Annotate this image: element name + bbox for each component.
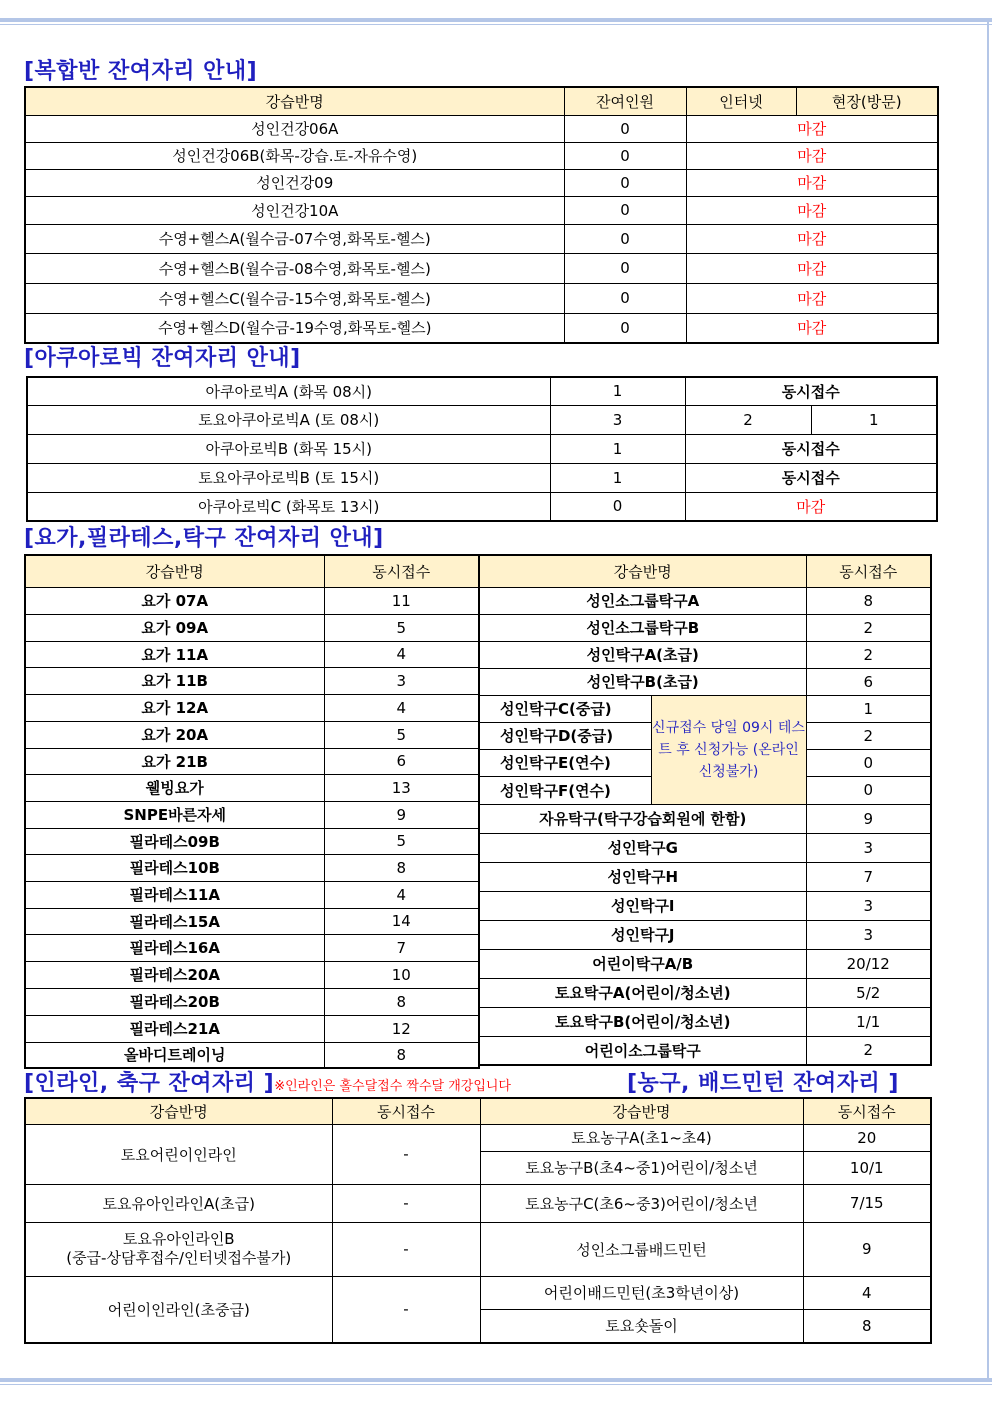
table-row bbox=[25, 988, 479, 1015]
class-name: 성인건강09 bbox=[25, 169, 564, 196]
count: 9 bbox=[324, 801, 479, 828]
count: 6 bbox=[806, 668, 931, 695]
class-name bbox=[25, 1222, 332, 1276]
table-row bbox=[479, 1036, 931, 1065]
count: 8 bbox=[324, 1042, 479, 1068]
class-name: 성인탁구B(초급) bbox=[479, 668, 806, 695]
status-closed: 마감 bbox=[686, 224, 938, 253]
count: 12 bbox=[324, 1015, 479, 1042]
class-name: 성인소그룹탁구A bbox=[479, 587, 806, 614]
table-row bbox=[479, 804, 931, 833]
table-row bbox=[479, 641, 931, 668]
remaining-count: 0 bbox=[564, 196, 686, 224]
col-header-class: 강습반명 bbox=[25, 555, 324, 587]
class-name: 토요아쿠아로빅B (토 15시) bbox=[27, 463, 550, 492]
status-simultaneous: 동시접수 bbox=[685, 377, 937, 405]
count: 5/2 bbox=[806, 978, 931, 1007]
status-closed: 마감 bbox=[686, 313, 938, 343]
count: 20/12 bbox=[806, 949, 931, 978]
remaining-count: 3 bbox=[550, 405, 685, 434]
status-simultaneous: 동시접수 bbox=[685, 434, 937, 463]
class-name: 필라테스21A bbox=[25, 1015, 324, 1042]
class-name: SNPE바른자세 bbox=[25, 801, 324, 828]
class-name: 토요유아인라인A(초급) bbox=[25, 1184, 332, 1222]
class-name: 수영+헬스C(월수금-15수영,화목토-헬스) bbox=[25, 283, 564, 313]
class-name: 어린이탁구A/B bbox=[479, 949, 806, 978]
count: 13 bbox=[324, 774, 479, 801]
class-name: 토요숏돌이 bbox=[480, 1309, 803, 1343]
count: - bbox=[332, 1276, 480, 1343]
class-name: 어린이배드민턴(초3학년이상) bbox=[480, 1276, 803, 1309]
count: - bbox=[332, 1222, 480, 1276]
table-row bbox=[479, 1007, 931, 1036]
table-row bbox=[25, 881, 479, 908]
table-row bbox=[25, 801, 479, 828]
inline-title-text: [인라인, 축구 잔여자리 ] bbox=[24, 1071, 275, 1096]
class-name: 수영+헬스A(월수금-07수영,화목토-헬스) bbox=[25, 224, 564, 253]
class-name: 성인소그룹탁구B bbox=[479, 614, 806, 641]
col-header-remaining: 잔여인원 bbox=[564, 87, 686, 115]
table-header-row bbox=[25, 87, 938, 115]
registration-note: 신규접수 당일 09시 테스트 후 신청가능 (온라인신청불가) bbox=[651, 695, 806, 804]
class-name: 성인건강10A bbox=[25, 196, 564, 224]
table-header-row bbox=[25, 555, 479, 587]
remaining-count: 0 bbox=[564, 142, 686, 169]
table-row bbox=[479, 614, 931, 641]
class-name: 필라테스15A bbox=[25, 908, 324, 934]
aquarobic-table bbox=[26, 376, 938, 522]
table-row bbox=[25, 748, 479, 774]
table-row bbox=[25, 1184, 931, 1222]
class-name: 성인탁구D(중급) bbox=[479, 722, 651, 749]
remaining-count: 0 bbox=[564, 115, 686, 142]
section-title-inline-soccer bbox=[24, 1066, 511, 1097]
count: 8 bbox=[324, 854, 479, 881]
table-row bbox=[25, 283, 938, 313]
status-closed: 마감 bbox=[686, 283, 938, 313]
class-name: 요가 11B bbox=[25, 667, 324, 694]
count: 1 bbox=[806, 695, 931, 722]
table-header-row bbox=[479, 555, 931, 587]
count: 3 bbox=[806, 920, 931, 949]
count: 8 bbox=[324, 988, 479, 1015]
count: 8 bbox=[803, 1309, 931, 1343]
col-header-class: 강습반명 bbox=[25, 1098, 332, 1124]
table-row bbox=[25, 1276, 931, 1309]
table-row bbox=[25, 667, 479, 694]
count: 2 bbox=[806, 1036, 931, 1065]
count: 2 bbox=[806, 722, 931, 749]
class-name: 필라테스16A bbox=[25, 934, 324, 961]
table-row bbox=[479, 891, 931, 920]
col-header-simultaneous: 동시접수 bbox=[324, 555, 479, 587]
count: 2 bbox=[806, 614, 931, 641]
class-name: 성인소그룹배드민턴 bbox=[480, 1222, 803, 1276]
class-name: 필라테스20B bbox=[25, 988, 324, 1015]
status-closed: 마감 bbox=[686, 196, 938, 224]
table-row bbox=[25, 1222, 931, 1276]
table-row bbox=[27, 377, 937, 405]
class-name: 필라테스09B bbox=[25, 828, 324, 854]
class-name: 토요탁구B(어린이/청소년) bbox=[479, 1007, 806, 1036]
count: 14 bbox=[324, 908, 479, 934]
table-row bbox=[25, 854, 479, 881]
class-name: 토요아쿠아로빅A (토 08시) bbox=[27, 405, 550, 434]
remaining-count: 0 bbox=[564, 283, 686, 313]
count: 10/1 bbox=[803, 1151, 931, 1184]
table-row bbox=[479, 920, 931, 949]
count: 0 bbox=[806, 749, 931, 776]
class-name: 성인건강06A bbox=[25, 115, 564, 142]
remaining-count: 0 bbox=[564, 224, 686, 253]
table-row bbox=[25, 115, 938, 142]
table-row bbox=[25, 934, 479, 961]
table-row bbox=[27, 434, 937, 463]
remaining-count: 0 bbox=[564, 169, 686, 196]
remaining-count: 1 bbox=[550, 377, 685, 405]
col-header-class-right: 강습반명 bbox=[480, 1098, 803, 1124]
class-name-line1: 토요유아인라인B bbox=[122, 1230, 235, 1248]
table-row bbox=[25, 614, 479, 641]
remaining-count: 0 bbox=[564, 313, 686, 343]
table-row bbox=[479, 978, 931, 1007]
class-name: 성인탁구H bbox=[479, 862, 806, 891]
table-row bbox=[25, 587, 479, 614]
page-border-bottom bbox=[0, 1378, 992, 1382]
count: 4 bbox=[803, 1276, 931, 1309]
count: - bbox=[332, 1184, 480, 1222]
class-name: 토요어린이인라인 bbox=[25, 1124, 332, 1184]
table-row bbox=[479, 862, 931, 891]
status-closed: 마감 bbox=[686, 169, 938, 196]
class-name: 성인탁구E(연수) bbox=[479, 749, 651, 776]
tabletennis-table bbox=[478, 554, 932, 1066]
table-row bbox=[27, 405, 937, 434]
class-name: 토요탁구A(어린이/청소년) bbox=[479, 978, 806, 1007]
count: 7 bbox=[324, 934, 479, 961]
table-row bbox=[25, 721, 479, 748]
section-title-basketball-badminton: [농구, 배드민턴 잔여자리 ] bbox=[627, 1071, 899, 1096]
count: 10 bbox=[324, 961, 479, 988]
status-closed: 마감 bbox=[686, 253, 938, 283]
count: 8 bbox=[806, 587, 931, 614]
class-name: 토요농구C(초6~중3)어린이/청소년 bbox=[480, 1184, 803, 1222]
class-name: 올바디트레이닝 bbox=[25, 1042, 324, 1068]
class-name: 필라테스20A bbox=[25, 961, 324, 988]
count: 4 bbox=[324, 694, 479, 721]
table-row bbox=[25, 1015, 479, 1042]
yoga-pilates-table bbox=[24, 554, 480, 1069]
table-row bbox=[479, 587, 931, 614]
class-name: 수영+헬스B(월수금-08수영,화목토-헬스) bbox=[25, 253, 564, 283]
table-row bbox=[25, 253, 938, 283]
class-name: 요가 21B bbox=[25, 748, 324, 774]
class-name: 수영+헬스D(월수금-19수영,화목토-헬스) bbox=[25, 313, 564, 343]
class-name: 성인탁구J bbox=[479, 920, 806, 949]
status-closed: 마감 bbox=[686, 115, 938, 142]
class-name: 요가 11A bbox=[25, 641, 324, 667]
class-name: 웰빙요가 bbox=[25, 774, 324, 801]
remaining-count: 1 bbox=[550, 463, 685, 492]
table-row bbox=[479, 668, 931, 695]
col-header-class: 강습반명 bbox=[25, 87, 564, 115]
class-name: 자유탁구(탁구강습회원에 한함) bbox=[479, 804, 806, 833]
status-closed: 마감 bbox=[686, 142, 938, 169]
page-border-top bbox=[0, 18, 992, 22]
class-name: 요가 20A bbox=[25, 721, 324, 748]
table-row bbox=[25, 224, 938, 253]
class-name: 아쿠아로빅A (화목 08시) bbox=[27, 377, 550, 405]
count: 7 bbox=[806, 862, 931, 891]
table-row bbox=[479, 833, 931, 862]
section-title-complex: [복합반 잔여자리 안내] bbox=[24, 59, 258, 84]
class-name: 성인탁구C(중급) bbox=[479, 695, 651, 722]
inline-note: ※인라인은 홀수달접수 짝수달 개강입니다 bbox=[274, 1079, 511, 1094]
count: 2 bbox=[806, 641, 931, 668]
class-name: 어린이인라인(초중급) bbox=[25, 1276, 332, 1343]
class-name: 아쿠아로빅B (화목 15시) bbox=[27, 434, 550, 463]
table-row bbox=[27, 492, 937, 521]
onsite-count: 1 bbox=[811, 405, 937, 434]
complex-table bbox=[24, 86, 939, 344]
col-header-onsite: 현장(방문) bbox=[796, 87, 938, 115]
class-name: 토요농구B(초4~중1)어린이/청소년 bbox=[480, 1151, 803, 1184]
table-row bbox=[25, 641, 479, 667]
count: 5 bbox=[324, 614, 479, 641]
count: 5 bbox=[324, 828, 479, 854]
table-row bbox=[25, 774, 479, 801]
count: 3 bbox=[806, 833, 931, 862]
table-row bbox=[25, 313, 938, 343]
col-header-simultaneous-right: 동시접수 bbox=[803, 1098, 931, 1124]
table-row bbox=[25, 1124, 931, 1151]
class-name-line2: (중급-상담후접수/인터넷접수불가) bbox=[66, 1249, 292, 1267]
remaining-count: 0 bbox=[550, 492, 685, 521]
class-name: 필라테스11A bbox=[25, 881, 324, 908]
table-row bbox=[25, 908, 479, 934]
class-name: 토요농구A(초1~초4) bbox=[480, 1124, 803, 1151]
count: 11 bbox=[324, 587, 479, 614]
class-name: 성인탁구G bbox=[479, 833, 806, 862]
section-title-yoga-pilates-tabletennis: [요가,필라테스,탁구 잔여자리 안내] bbox=[24, 526, 384, 551]
class-name: 아쿠아로빅C (화목토 13시) bbox=[27, 492, 550, 521]
count: 4 bbox=[324, 881, 479, 908]
status-simultaneous: 동시접수 bbox=[685, 463, 937, 492]
count: 4 bbox=[324, 641, 479, 667]
col-header-internet: 인터넷 bbox=[686, 87, 796, 115]
col-header-simultaneous: 동시접수 bbox=[806, 555, 931, 587]
page-border-right bbox=[987, 22, 989, 1380]
table-row bbox=[25, 169, 938, 196]
class-name: 필라테스10B bbox=[25, 854, 324, 881]
page-border-top-inner bbox=[0, 24, 992, 25]
table-row bbox=[479, 949, 931, 978]
class-name: 요가 09A bbox=[25, 614, 324, 641]
class-name: 성인탁구A(초급) bbox=[479, 641, 806, 668]
class-name: 성인건강06B(화목-강습.토-자유수영) bbox=[25, 142, 564, 169]
class-name: 어린이소그룹탁구 bbox=[479, 1036, 806, 1065]
table-row bbox=[25, 142, 938, 169]
remaining-count: 0 bbox=[564, 253, 686, 283]
count: - bbox=[332, 1124, 480, 1184]
section-title-aquarobic: [아쿠아로빅 잔여자리 안내] bbox=[24, 346, 301, 371]
table-row bbox=[25, 961, 479, 988]
page-border-bottom-inner bbox=[0, 1384, 992, 1385]
class-name: 성인탁구F(연수) bbox=[479, 776, 651, 804]
status-closed: 마감 bbox=[685, 492, 937, 521]
inline-basketball-table bbox=[24, 1097, 932, 1344]
remaining-count: 1 bbox=[550, 434, 685, 463]
table-row bbox=[25, 828, 479, 854]
count: 9 bbox=[803, 1222, 931, 1276]
class-name: 요가 07A bbox=[25, 587, 324, 614]
class-name: 요가 12A bbox=[25, 694, 324, 721]
count: 3 bbox=[324, 667, 479, 694]
table-row bbox=[25, 694, 479, 721]
internet-count: 2 bbox=[685, 405, 811, 434]
count: 9 bbox=[806, 804, 931, 833]
table-row bbox=[27, 463, 937, 492]
class-name: 성인탁구I bbox=[479, 891, 806, 920]
count: 7/15 bbox=[803, 1184, 931, 1222]
count: 20 bbox=[803, 1124, 931, 1151]
count: 5 bbox=[324, 721, 479, 748]
count: 3 bbox=[806, 891, 931, 920]
count: 6 bbox=[324, 748, 479, 774]
table-row bbox=[479, 695, 931, 722]
count: 0 bbox=[806, 776, 931, 804]
table-header-row bbox=[25, 1098, 931, 1124]
col-header-class: 강습반명 bbox=[479, 555, 806, 587]
table-row bbox=[25, 196, 938, 224]
col-header-simultaneous: 동시접수 bbox=[332, 1098, 480, 1124]
count: 1/1 bbox=[806, 1007, 931, 1036]
table-row bbox=[25, 1042, 479, 1068]
